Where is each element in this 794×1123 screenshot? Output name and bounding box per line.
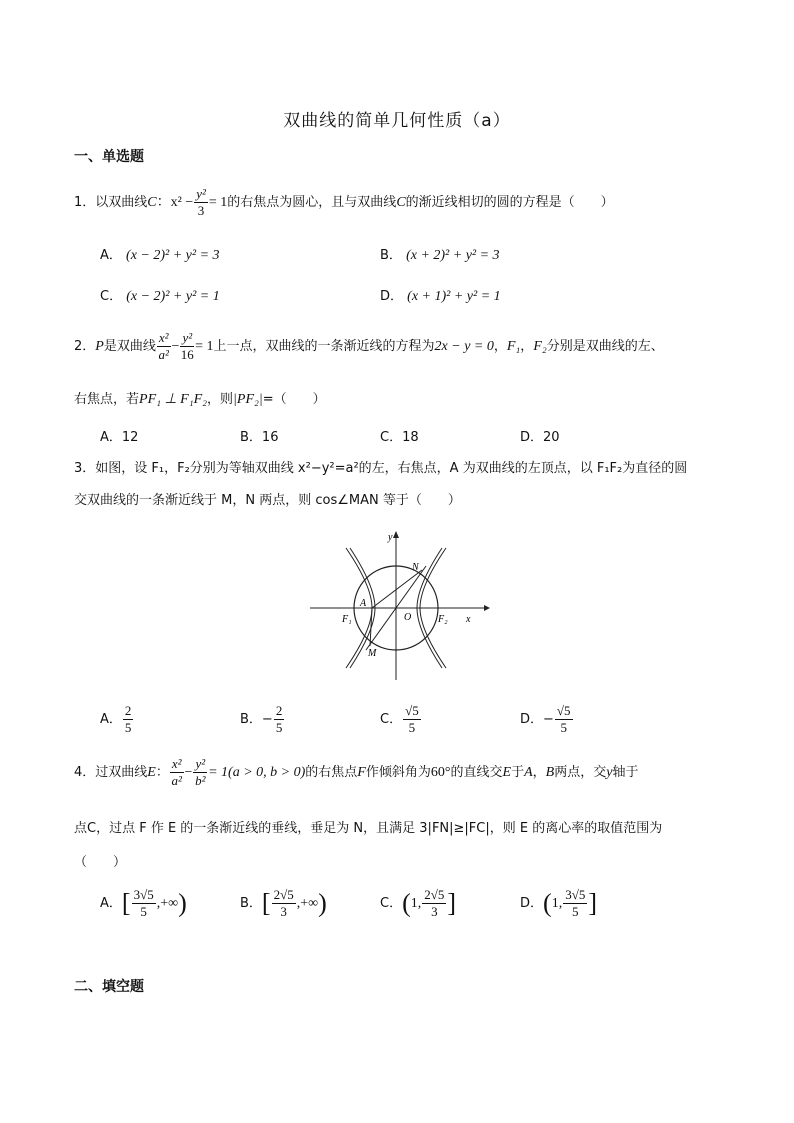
segment-AN <box>372 570 422 608</box>
q2-option-d[interactable]: D．20 <box>520 430 560 445</box>
q2-option-a[interactable]: A．12 <box>100 430 139 445</box>
q3-option-a[interactable] <box>100 703 134 736</box>
q4-b-tail: ,+∞ <box>296 896 319 911</box>
q1-text: 的右焦点为圆心，且与双曲线 <box>227 195 397 210</box>
question-2-line-2 <box>74 388 326 408</box>
q4-option-d-label: D． <box>520 896 544 911</box>
q4-d-right-bracket: ] <box>588 888 597 918</box>
q4-var-E2: E <box>502 765 512 780</box>
q2-line2-c: =（ ） <box>262 392 326 407</box>
q2-text-5: 分别是双曲线的左、 <box>546 339 664 354</box>
q4-d-head: 1, <box>551 896 563 911</box>
q4-fraction-2 <box>193 756 207 789</box>
section-heading-fill-in: 二、填空题 <box>74 979 144 995</box>
q4-a-den: 5 <box>140 904 147 919</box>
q3-option-b-label: B．− <box>240 712 273 727</box>
q2-frac1-num: x² <box>158 330 169 345</box>
q1-eq-rest: = 1 <box>208 195 228 210</box>
q1-option-a[interactable] <box>100 244 220 264</box>
q4-text-4: 于 <box>511 765 525 780</box>
q4-d-left-paren: ( <box>543 888 552 918</box>
q4-frac2-num: y² <box>195 756 206 771</box>
q3-option-a-label: A． <box>100 712 122 727</box>
fig-label-F1: F₁ <box>342 614 352 625</box>
q4-b-left-bracket: [ <box>261 888 271 918</box>
q1-prefix: 1．以双曲线 <box>74 195 148 210</box>
q1-frac-den: 3 <box>197 203 205 218</box>
q3-b-den: 5 <box>275 720 283 735</box>
q4-var-y: y <box>606 765 613 780</box>
q2-comma-2: ， <box>520 339 534 354</box>
q1-var-C2: C <box>396 195 406 210</box>
fig-label-O: O <box>404 612 412 623</box>
q4-angle: 60° <box>430 765 451 780</box>
q4-option-a-frac <box>132 887 156 920</box>
q3-option-a-frac <box>123 703 134 736</box>
q2-var-P: P <box>95 339 104 354</box>
q2-prefix: 2． <box>74 339 96 354</box>
fig-label-F2: F₂ <box>438 614 448 625</box>
q3-option-c-frac <box>403 703 421 736</box>
q2-option-c[interactable]: C．18 <box>380 430 419 445</box>
fig-label-M: M <box>368 648 377 659</box>
q3-option-d-label: D．− <box>520 712 554 727</box>
q4-frac2-den: b² <box>195 773 206 788</box>
q1-frac-num: y² <box>196 186 206 201</box>
q4-option-c[interactable] <box>380 887 456 920</box>
page-title: 双曲线的简单几何性质（a） <box>283 111 511 131</box>
q4-option-a-label: A． <box>100 896 122 911</box>
q2-line2-b: ，则 <box>207 392 234 407</box>
q2-fraction-2 <box>180 330 194 363</box>
q4-a-right-paren: ) <box>178 888 187 918</box>
q3-option-b[interactable] <box>240 703 285 736</box>
q4-option-d-frac <box>563 887 587 920</box>
q1-text2: 的渐近线相切的圆的方程是（ ） <box>405 195 614 210</box>
y-axis-arrow <box>393 531 399 538</box>
q4-b-den: 3 <box>280 904 287 919</box>
hyperbola-figure <box>306 528 490 684</box>
question-2 <box>74 330 664 363</box>
q4-var-E: E <box>147 765 156 780</box>
q1-eq-x2: ：x² − <box>156 195 194 210</box>
q1-option-b-label: B． <box>380 248 402 263</box>
q4-c-den: 3 <box>431 904 438 919</box>
q4-c-right-bracket: ] <box>447 888 457 918</box>
q3-d-num: √5 <box>556 703 571 718</box>
q2-F2: F₂ <box>533 339 547 354</box>
q1-option-c[interactable] <box>100 285 220 305</box>
q4-var-B: B <box>545 765 555 780</box>
q3-d-den: 5 <box>560 720 567 735</box>
question-4-line-3: （ ） <box>74 855 127 870</box>
q4-option-a[interactable] <box>100 887 187 920</box>
q2-line2-a: 右焦点，若 <box>74 392 140 407</box>
q2-frac1-den: a² <box>158 347 169 362</box>
q4-c-num: 2√5 <box>424 887 445 902</box>
q2-F1: F₁ <box>506 339 521 354</box>
q4-frac1-den: a² <box>171 773 182 788</box>
question-3-line-2: 交双曲线的一条渐近线于 M，N 两点，则 cos∠MAN 等于（ ） <box>74 493 461 508</box>
q1-option-d[interactable] <box>380 285 501 305</box>
fig-label-y: y <box>388 532 393 543</box>
q3-a-num: 2 <box>124 703 132 718</box>
q3-option-c-label: C． <box>380 712 403 727</box>
q4-option-d[interactable] <box>520 887 597 920</box>
q4-c-left-paren: ( <box>402 888 411 918</box>
q4-text-5: ， <box>532 765 546 780</box>
question-3-line-1: 3．如图，设 F₁，F₂分别为等轴双曲线 x²−y²=a²的左，右焦点，A 为双曲线的左顶点，以 F₁F₂为直径的圆 <box>74 461 688 476</box>
q4-frac1-num: x² <box>171 756 182 771</box>
q4-fraction-1 <box>170 756 184 789</box>
q4-var-A: A <box>524 765 533 780</box>
question-1 <box>74 186 614 219</box>
q4-a-num: 3√5 <box>133 887 154 902</box>
q2-abs: |PF₂| <box>233 392 263 407</box>
section-heading-single-choice: 一、单选题 <box>74 149 144 165</box>
fig-label-x: x <box>466 614 471 625</box>
q2-frac2-num: y² <box>182 330 193 345</box>
q2-fraction-1 <box>157 330 171 363</box>
q3-option-b-frac <box>274 703 285 736</box>
question-4 <box>74 756 638 789</box>
q4-b-right-paren: ) <box>318 888 327 918</box>
q4-a-left-bracket: [ <box>121 888 131 918</box>
question-4-line-2: 点C，过点 F 作 E 的一条渐近线的垂线，垂足为 N，且满足 3|FN|≥|FC|，则 E 的离心率的取值范围为 <box>74 821 663 836</box>
q3-option-c[interactable] <box>380 703 422 736</box>
q3-c-num: √5 <box>405 703 419 718</box>
q3-c-den: 5 <box>408 720 416 735</box>
q4-option-b-frac <box>272 887 296 920</box>
q1-option-a-expr: (x − 2)² + y² = 3 <box>126 248 220 263</box>
q4-text-2: 作倾斜角为 <box>365 765 431 780</box>
q2-minus: − <box>171 339 180 354</box>
q2-comma-1: ， <box>493 339 507 354</box>
q4-condition: = 1(a > 0, b > 0) <box>208 765 306 780</box>
x-axis-arrow <box>484 605 490 611</box>
q3-b-num: 2 <box>275 703 283 718</box>
q1-option-b-expr: (x + 2)² + y² = 3 <box>406 248 500 263</box>
q4-prefix: 4．过双曲线 <box>74 765 148 780</box>
q4-option-b-label: B． <box>240 896 262 911</box>
q2-condition: PF₁ ⊥ F₁F₂ <box>139 392 208 407</box>
q4-a-tail: ,+∞ <box>156 896 179 911</box>
q4-text-3: 的直线交 <box>450 765 503 780</box>
q1-option-d-label: D． <box>380 289 404 304</box>
q4-minus: − <box>184 765 193 780</box>
q2-text-2: 上一点，双曲线的一条渐近线的方程为 <box>213 339 435 354</box>
q4-colon: ： <box>155 765 169 780</box>
q1-option-a-label: A． <box>100 248 122 263</box>
q2-frac2-den: 16 <box>180 347 194 362</box>
q4-b-num: 2√5 <box>273 887 294 902</box>
q3-option-d[interactable] <box>520 703 574 736</box>
q2-asymptote: 2x − y = 0 <box>434 339 494 354</box>
q4-text-1: 的右焦点 <box>305 765 358 780</box>
q1-option-c-label: C． <box>100 289 123 304</box>
q1-option-b[interactable] <box>380 244 500 264</box>
q4-text-7: 轴于 <box>612 765 639 780</box>
q2-option-b[interactable]: B．16 <box>240 430 279 445</box>
q4-d-num: 3√5 <box>565 887 586 902</box>
q4-text-6: 两点，交 <box>554 765 607 780</box>
q2-text-1: 是双曲线 <box>103 339 156 354</box>
q1-var-C: C <box>147 195 157 210</box>
q1-option-d-expr: (x + 1)² + y² = 1 <box>407 289 501 304</box>
q4-c-head: 1, <box>410 896 422 911</box>
q1-option-c-expr: (x − 2)² + y² = 1 <box>126 289 220 304</box>
q4-option-c-label: C． <box>380 896 403 911</box>
q4-option-c-frac <box>422 887 446 920</box>
q3-a-den: 5 <box>124 720 132 735</box>
q4-var-F: F <box>357 765 366 780</box>
q1-fraction <box>194 186 208 219</box>
fig-label-A: A <box>360 598 367 609</box>
q3-option-d-frac <box>555 703 573 736</box>
fig-label-N: N <box>412 562 419 573</box>
q4-option-b[interactable] <box>240 887 327 920</box>
q2-eq: = 1 <box>195 339 214 354</box>
q4-d-den: 5 <box>572 904 579 919</box>
